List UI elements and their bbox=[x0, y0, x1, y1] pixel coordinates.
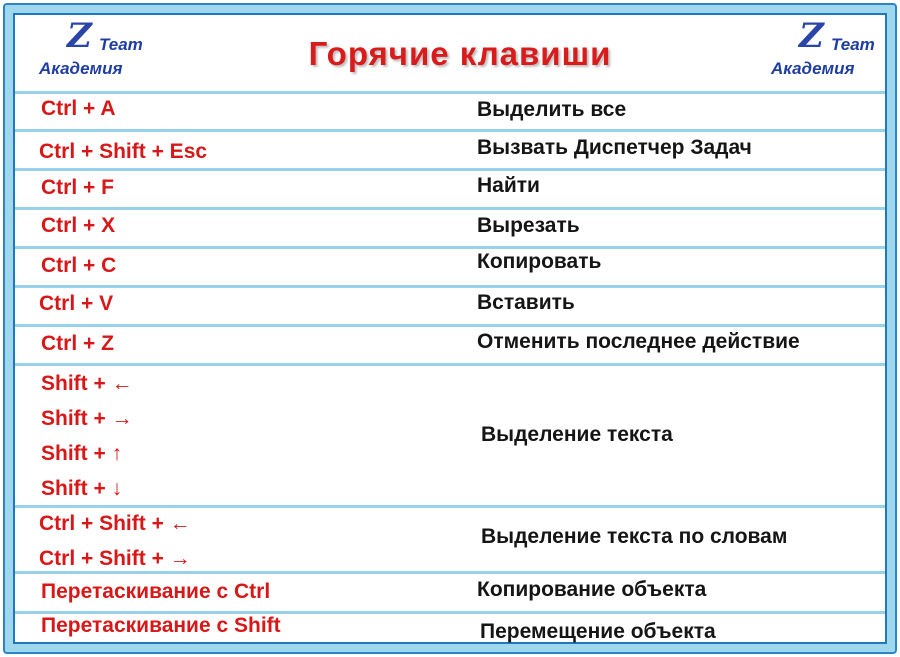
hotkey-cell bbox=[41, 211, 115, 246]
table-row bbox=[15, 363, 885, 505]
hotkey-label: Shift + ↑ bbox=[41, 442, 123, 465]
table-row bbox=[15, 246, 885, 285]
action-label: Отменить последнее действие bbox=[477, 330, 800, 353]
logo-team-text: Team bbox=[99, 35, 143, 54]
hotkey-cell bbox=[41, 173, 114, 208]
hotkey-cell bbox=[39, 137, 207, 172]
hotkey-label: Ctrl + C bbox=[41, 254, 117, 277]
hotkey-label: Ctrl + A bbox=[41, 97, 116, 120]
table-row bbox=[15, 207, 885, 246]
outer-frame bbox=[3, 3, 897, 654]
hotkey-label: Shift + ← bbox=[41, 372, 133, 395]
hotkey-label: Ctrl + V bbox=[39, 292, 114, 315]
hotkey-cell bbox=[39, 289, 113, 324]
logo-academy-text: Академия bbox=[771, 59, 855, 78]
action-label: Копирование объекта bbox=[477, 578, 707, 601]
hotkey-cell bbox=[41, 577, 270, 612]
action-label: Вставить bbox=[477, 291, 575, 314]
table-row bbox=[15, 285, 885, 324]
hotkey-cell bbox=[41, 94, 115, 129]
logo-team-text: Team bbox=[831, 35, 875, 54]
hotkey-label: Перетаскивание с Ctrl bbox=[41, 580, 271, 603]
action-label: Вырезать bbox=[477, 214, 580, 237]
hotkey-label: Ctrl + F bbox=[41, 176, 114, 199]
table-row bbox=[15, 91, 885, 129]
hotkey-label: Перетаскивание с Shift bbox=[41, 614, 281, 637]
hotkey-cell bbox=[41, 251, 116, 286]
hotkey-label: Ctrl + Shift + Esc bbox=[39, 140, 208, 163]
hotkey-cell bbox=[41, 329, 114, 364]
action-label: Вызвать Диспетчер Задач bbox=[477, 136, 752, 159]
content-panel bbox=[13, 13, 887, 644]
logo-academy-text: Академия bbox=[39, 59, 123, 78]
hotkey-cell bbox=[41, 611, 281, 646]
action-label: Копировать bbox=[477, 250, 602, 273]
hotkey-label: Shift + → bbox=[41, 407, 133, 430]
hotkey-label: Ctrl + Shift + → bbox=[39, 547, 191, 570]
logo-z-mark: Z bbox=[67, 16, 92, 56]
logo-z-mark: Z bbox=[799, 16, 824, 56]
table-row bbox=[15, 611, 885, 642]
action-label: Выделить все bbox=[477, 98, 627, 121]
hotkey-label: Ctrl + Z bbox=[41, 332, 114, 355]
table-row bbox=[15, 505, 885, 571]
hotkey-label: Ctrl + X bbox=[41, 214, 116, 237]
action-label: Перемещение объекта bbox=[480, 620, 716, 643]
action-label: Найти bbox=[477, 174, 540, 197]
hotkey-label: Shift + ↓ bbox=[41, 477, 123, 500]
hotkey-cell bbox=[39, 509, 191, 579]
action-label: Выделение текста по словам bbox=[481, 525, 788, 548]
action-label: Выделение текста bbox=[481, 423, 673, 446]
page-title: Горячие клавиши bbox=[308, 35, 612, 72]
logo-left bbox=[29, 16, 159, 91]
table-row bbox=[15, 571, 885, 611]
hotkey-label: Ctrl + Shift + ← bbox=[39, 512, 191, 535]
table-row bbox=[15, 324, 885, 363]
table-row bbox=[15, 168, 885, 207]
hotkey-cell bbox=[41, 369, 133, 509]
table-row bbox=[15, 129, 885, 168]
logo-right bbox=[761, 16, 891, 91]
